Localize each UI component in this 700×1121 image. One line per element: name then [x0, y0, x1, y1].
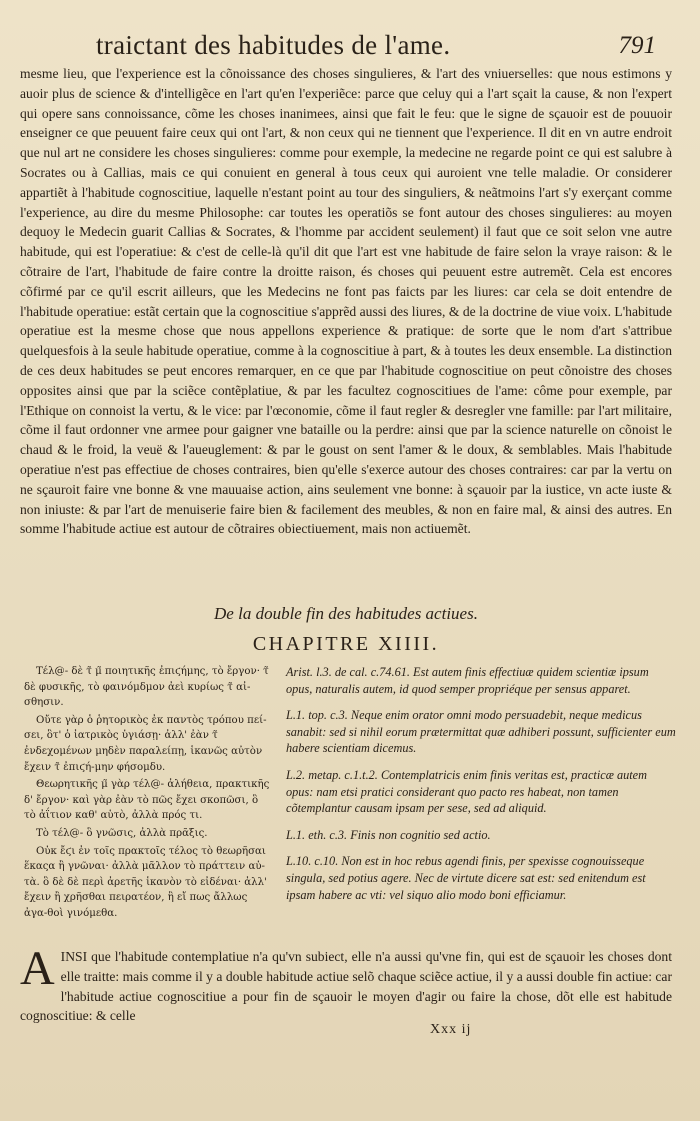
- drop-cap: A: [20, 942, 55, 995]
- latin-note: L.1. top. c.3. Neque enim orator omni modo persuadebit, neque medicus sanabit: sed si nihil eorum prætermittat quæ adhiberi possunt, sufficienter eum habere scientiam dicemus.: [286, 708, 676, 756]
- greek-quote: Οὐκ ἔϛι ἐν τοῖς πρακτοῖς τέλος τὸ θεωρῆσαι ἕκαςα ἢ γνῶναι· ἀλλὰ μᾶλλον τὸ πράττειν αὐ-τὰ. ὃ δὲ δὲ περὶ ἀρετῆς ἱκανὸν τὸ εἰδέναι· ἀλλ' ἔχειν ἢ χρῆσθαι πειρατέον, ἢ εἴ πως ἄλλως ἀγα-θοὶ γινόμεθα.: [24, 845, 267, 919]
- running-head: [96, 30, 656, 64]
- greek-quotations-column: [24, 664, 272, 924]
- greek-quote: Τέλ@- δὲ τ̃ μ̃ ποιητικῆς ἐπιϛήμης, τὸ ἔργον· τ̃ δὲ φυσικῆς, τὸ φαινόμδμον ἀεὶ κυρίως τ̃ αἰ-σθησιν.: [24, 666, 269, 709]
- running-title: traictant des habitudes de l'ame.: [96, 30, 451, 60]
- latin-note: L.2. metap. c.1.t.2. Contemplatricis enim finis veritas est, practicæ autem opus: nam etsi pratici considerant quo pacto res habeat, non tamen cõtemplantur causam ipsam per sese, sed ad aliquid.: [286, 767, 648, 816]
- latin-notes-column: [286, 664, 676, 913]
- closing-paragraph: INSI que l'habitude contemplatiue n'a qu'vn subiect, elle n'a aussi qu'vne fin, qui est de sçauoir les choses dont elle traitte: mais comme il y a double habitude actiue selõ chaque sciẽce actiue, il y a aussi double fin actiue: car l'habitude actiue cognoscitiue a pour fin de sçauoir le moyen d'agir ou faire la chose, dõt elle est habitude cognoscitiue: & celle: [20, 949, 672, 1024]
- chapter-heading: CHAPITRE XIIII.: [252, 633, 440, 655]
- latin-note: L.1. eth. c.3. Finis non cognitio sed actio.: [286, 827, 491, 842]
- main-text-block: [20, 64, 672, 539]
- greek-quote: Θεωρητικῆς μ̃ γὰρ τέλ@- ἀλήθεια, πρακτικῆς δ' ἔργον· καὶ γὰρ ἐὰν τὸ πῶς ἔχει σκοπῶσι, ὃ τὸ ἀΐτιον καθ' αὑτὸ, ἀλλὰ πρός τι.: [24, 779, 270, 822]
- section-subheading: De la double fin des habitudes actiues.: [214, 604, 478, 623]
- greek-quote: Οὔτε γὰρ ὁ ῥητορικὸς ἐκ παντὸς τρόπου πεί-σει, ὃτ' ὁ ἰατρικὸς ὑγιάσῃ· ἀλλ' ἐὰν τ̃ ἐνδεχομένων μηδὲν παραλείπῃ, ἱκανῶς αὐτὸν ἔχειν τ̃ ἐπιϛή-μην φήσομδυ.: [24, 714, 267, 773]
- page-number: 791: [618, 32, 656, 59]
- latin-note: L.10. c.10. Non est in hoc rebus agendi finis, per spexisse cognouisseque singula, sed potius agere. Nec de virtute dicere sat est: sed enitendum est ipsam habere ac vti: vel siquo alio modo boni efficiamur.: [286, 854, 646, 902]
- latin-note: Arist. l.3. de cal. c.74.61. Est autem finis effectiuæ quidem scientiæ ipsum opus, naturalis autem, id quod semper propriéque per sensus apparet.: [286, 665, 649, 696]
- greek-quote: Τὸ τέλ@- ὃ γνῶσις, ἀλλὰ πρᾶξις.: [36, 827, 208, 839]
- main-paragraph: mesme lieu, que l'experience est la cõnoissance des choses singulieres, & l'art des vniuerselles: que nous estimons y auoir plus de science & d'intelligẽce en l'art qu'en l'experiẽce: parce que celuy qui a l'art sçait la cause, & non l'expert qui opere sans connoissance, cõme les choses inanimees, ainsi que fait le feu: que le signe de sçauoir est de pouuoir enseigner ce que peuuent faire ceux qui ont l'art, & non ceux qui ne tiennent que l'experience. Il dit en vn autre endroit que nul art ne considere les choses singulieres: comme pour exemple, la medecine ne regarde point ce qui est salubre à Socrates ou à Callias, mais ce qui conuient en general à tous ceux qui auroient vne telle maladie. Or considerer appartiẽt à l'habitude cognoscitiue, laquelle n'estant point au tour des singuliers, & neãtmoins l'art s'y exerçant comme l'experience, au dire du mesme Philosophe: car toutes les operatiõs se font autour des choses singulieres: au moyen dequoy le Medecin guarit Callias & Socrates, & l'homme par accident seulement) il faut que ce soit selon vne autre habitude, qui est l'operatiue: & c'est de celle-là qu'il dit que l'art est vne habitude de faire selon la vraye raison: & le cõtraire de l'art, l'habitude de faire contre la droitte raison, és choses qui peuuent estre autremẽt. Cela est encores cõfirmé par ce qu'il escrit ailleurs, que les Medecins ne font pas faicts par les liures: car cela se doit entendre de l'habitude operatiue: estãt certain que la cognoscitiue s'apprẽd aussi des liures, & de la doctrine de viue voix. L'habitude operatiue est la mesme chose que nous appellons experience & pratique: de sorte que le nom d'art s'attribue quelquesfois à la seule habitude operatiue, comme à la cognoscitiue à part, & à toutes les deux ensemble. La distinction de ces deux habitudes se peut encores remarquer, en ce que par l'habitude cognoscitiue on peut cõnoistre des choses opposites ainsi que par la sciẽce contẽplatiue, & par les facultez cognoscitiues de l'ame: côme pour exemple, par l'Ethique on connoist la vertu, & le vice: par l'œconomie, cõme il faut regler & desregler vne famille: par l'art militaire, cõme il faut ordonner vne armee pour gaigner vne bataille ou la perdre: ainsi que par la science naturelle on cõnoist le chaud & le froid, la veuë & l'aueuglement: & par le goust on sent l'amer & le doux, & semblables. Mais l'habitude operatiue n'est pas effectiue de choses contraires, bien qu'elle s'exerce autour des choses contraires: car par la vertu on ne sçauroit faire vne bonne & vne mauuaise action, ains seulement vne bonne: à sçauoir par la iustice, vn acte iuste & non iniuste: & par l'art de menuiserie faire bien & facilement des meubles, & non en faire mal, & ainsi des autres. En somme l'habitude actiue est autour de cõtraires obiectiuement, mais non actiuemẽt.: [20, 66, 672, 537]
- closing-paragraph-block: [20, 942, 672, 1026]
- signature-mark: Xxx ij: [430, 1022, 472, 1037]
